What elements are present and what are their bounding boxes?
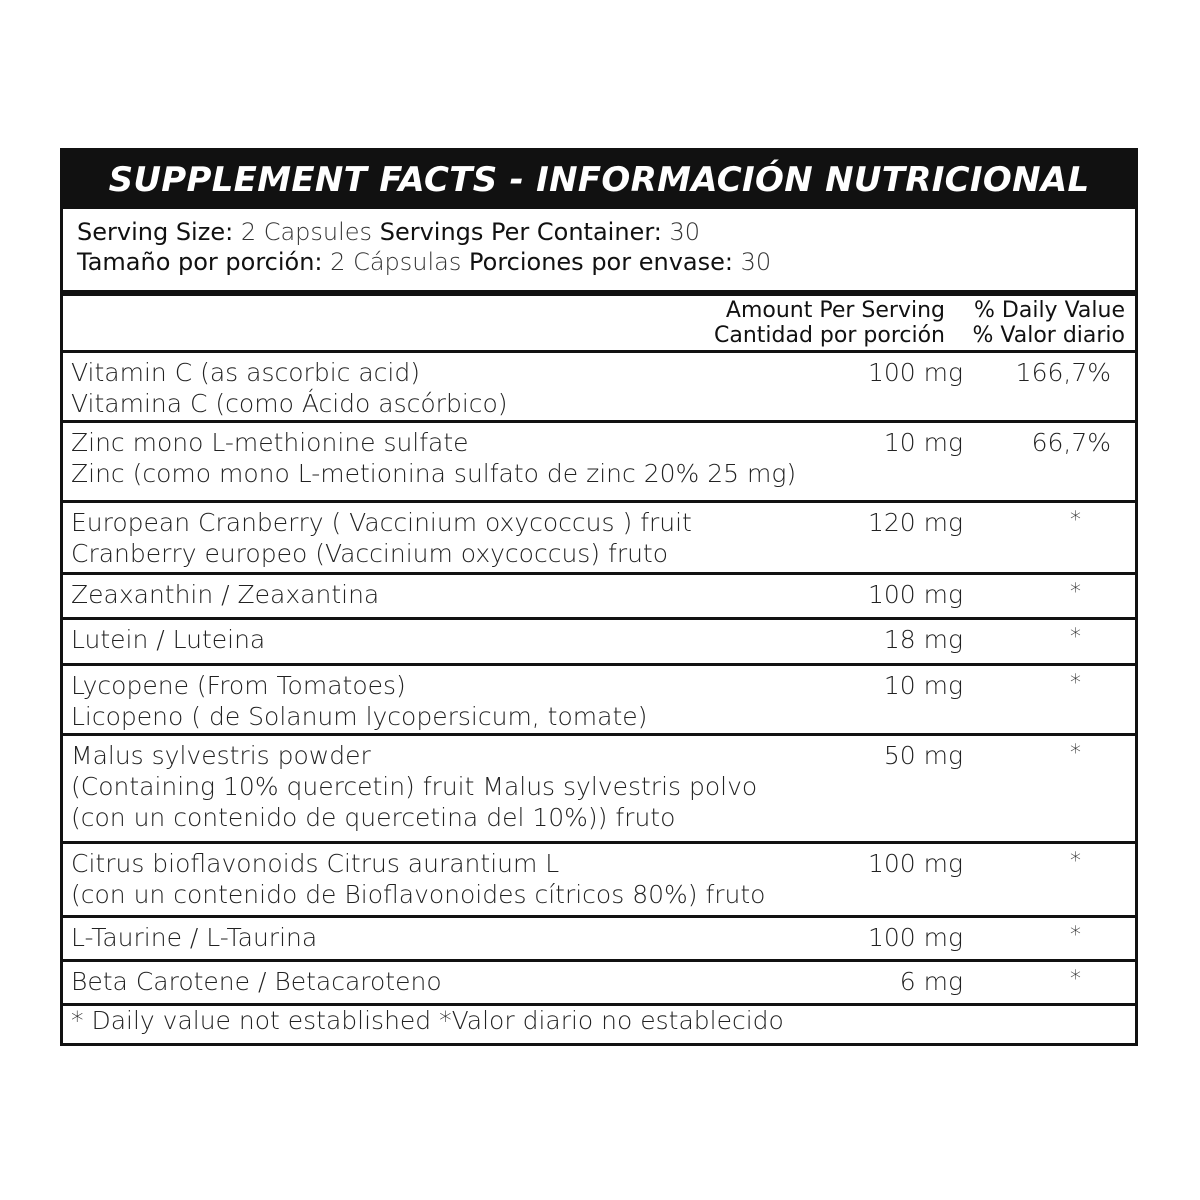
ingredient-name-es: Vitamina C (como Ácido ascórbico)	[71, 389, 508, 418]
amount-header-es: Cantidad por porción	[714, 323, 945, 348]
ingredient-name-en: L-Taurine / L-Taurina	[71, 923, 318, 952]
ingredient-amount: 100 mg	[867, 849, 963, 878]
ingredient-amount: 120 mg	[867, 508, 963, 537]
table-row	[63, 503, 1135, 575]
ingredient-name-en: Zinc mono L-methionine sulfate	[71, 428, 469, 457]
serving-line-es	[77, 247, 1135, 277]
ingredient-amount: 18 mg	[883, 625, 963, 654]
ingredient-name	[71, 624, 851, 655]
ingredient-name-es: Licopeno ( de Solanum lycopersicum, tomate)	[71, 702, 648, 731]
table-row	[63, 962, 1135, 1006]
amount-header-en: Amount Per Serving	[725, 298, 945, 323]
ingredient-name-en: Lutein / Luteina	[71, 625, 266, 654]
serving-line-en	[77, 217, 1135, 247]
panel-title: SUPPLEMENT FACTS - INFORMACIÓN NUTRICIONAL	[63, 151, 1135, 209]
servings-per-container-value: 30	[669, 218, 701, 246]
table-row	[63, 353, 1135, 423]
ingredient-amount: 10 mg	[883, 671, 963, 700]
daily-value-header	[955, 298, 1125, 348]
ingredient-amount: 100 mg	[867, 580, 963, 609]
porciones-envase-label: Porciones por envase:	[469, 248, 733, 276]
table-row	[63, 918, 1135, 962]
daily-value-header-es: % Valor diario	[972, 323, 1125, 348]
ingredient-daily-value: *	[1070, 580, 1081, 605]
supplement-facts-panel	[60, 148, 1138, 1046]
ingredient-name-en: Beta Carotene / Betacaroteno	[71, 967, 442, 996]
table-row	[63, 423, 1135, 503]
table-row	[63, 575, 1135, 620]
ingredient-daily-value: *	[1070, 741, 1081, 766]
ingredient-name-en: Vitamin C (as ascorbic acid)	[71, 358, 420, 387]
servings-per-container-label: Servings Per Container:	[379, 218, 662, 246]
ingredient-name-en: Malus sylvestris powder	[71, 741, 371, 770]
ingredient-name-en: Zeaxanthin / Zeaxantina	[71, 580, 380, 609]
ingredient-daily-value: *	[1070, 671, 1081, 696]
ingredient-daily-value: *	[1070, 923, 1081, 948]
ingredient-name-en: European Cranberry ( Vaccinium oxycoccus ) fruit	[71, 508, 692, 537]
ingredient-daily-value: 166,7%	[1015, 358, 1111, 387]
ingredient-name	[71, 740, 851, 833]
ingredient-name	[71, 579, 851, 610]
ingredient-daily-value: *	[1070, 625, 1081, 650]
serving-size-label: Serving Size:	[77, 218, 234, 246]
footnote: * Daily value not established *Valor diario no establecido	[71, 1006, 784, 1035]
tamano-porcion-label: Tamaño por porción:	[77, 248, 323, 276]
column-headers	[63, 296, 1135, 352]
ingredient-name-es: Zinc (como mono L-metionina sulfato de zinc 20% 25 mg)	[71, 459, 797, 488]
daily-value-header-en: % Daily Value	[974, 298, 1125, 323]
ingredient-name-en-detail: (Containing 10% quercetin) fruit Malus sylvestris polvo	[71, 772, 758, 801]
ingredient-daily-value: *	[1070, 849, 1081, 874]
table-row	[63, 620, 1135, 666]
serving-size-value: 2 Capsules	[240, 218, 373, 246]
ingredient-name	[71, 848, 851, 910]
ingredient-name-es: Cranberry europeo (Vaccinium oxycoccus) fruto	[71, 539, 669, 568]
table-row	[63, 666, 1135, 736]
ingredient-amount: 100 mg	[867, 358, 963, 387]
ingredient-daily-value: *	[1070, 508, 1081, 533]
ingredient-name-en: Citrus bioflavonoids Citrus aurantium L	[71, 849, 560, 878]
amount-header	[683, 298, 945, 348]
ingredient-amount: 6 mg	[899, 967, 963, 996]
table-row	[63, 736, 1135, 844]
ingredient-amount: 10 mg	[883, 428, 963, 457]
ingredient-name-es: (con un contenido de quercetina del 10%)) fruto	[71, 803, 676, 832]
ingredient-name	[71, 922, 851, 953]
ingredient-amount: 100 mg	[867, 923, 963, 952]
ingredient-daily-value: *	[1070, 967, 1081, 992]
ingredient-name	[71, 507, 851, 569]
ingredient-name-en: Lycopene (From Tomatoes)	[71, 671, 406, 700]
table-row	[63, 844, 1135, 918]
tamano-porcion-value: 2 Cápsulas	[330, 248, 462, 276]
ingredient-daily-value: 66,7%	[1031, 428, 1111, 457]
ingredient-name	[71, 670, 851, 732]
ingredient-name	[71, 357, 851, 419]
serving-info	[63, 209, 1135, 293]
ingredient-name	[71, 966, 851, 997]
porciones-envase-value: 30	[740, 248, 772, 276]
ingredient-name-es: (con un contenido de Bioflavonoides cítricos 80%) fruto	[71, 880, 766, 909]
ingredient-name	[71, 427, 851, 489]
ingredient-amount: 50 mg	[883, 741, 963, 770]
